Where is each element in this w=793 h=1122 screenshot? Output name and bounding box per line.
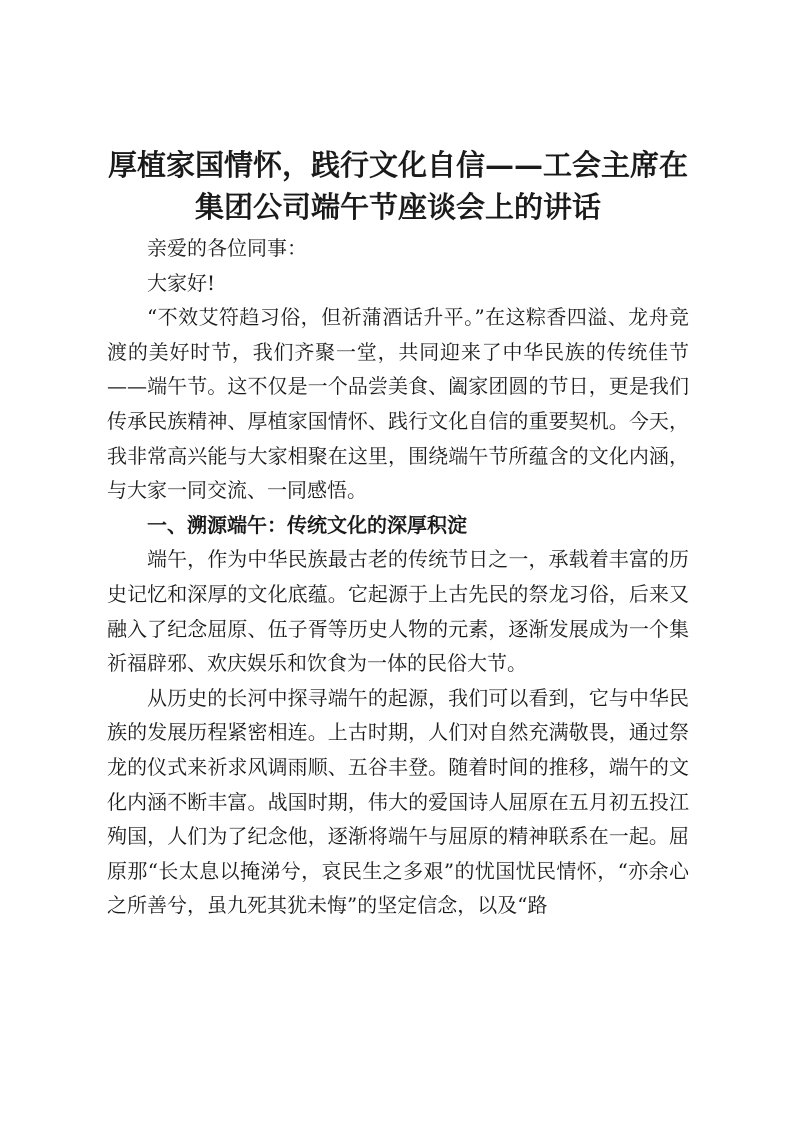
paragraph-intro: “不效艾符趋习俗，但祈蒲酒话升平。”在这粽香四溢、龙舟竞渡的美好时节，我们齐聚一堂，共同迎来了中华民族的传统佳节——端午节。这不仅是一个品尝美食、阖家团圆的节日，更是我们传承民族精神、厚植家国情怀、践行文化自信的重要契机。今天，我非常高兴能与大家相聚在这里，围绕端午节所蕴含的文化内涵，与大家一同交流、一同感悟。 xyxy=(107,305,689,503)
paragraph-origin: 端午，作为中华民族最古老的传统节日之一，承载着丰富的历史记忆和深厚的文化底蕴。它起源于上古先民的祭龙习俗，后来又融入了纪念屈原、伍子胥等历史人物的元素，逐渐发展成为一个集祈福辟邪、欢庆娱乐和饮食为一体的民俗大节。 xyxy=(107,547,689,676)
document-title: 厚植家国情怀，践行文化自信——工会主席在集团公司端午节座谈会上的讲话 xyxy=(107,148,688,224)
paragraph-history: 从历史的长河中探寻端午的起源，我们可以看到，它与中华民族的发展历程紧密相连。上古时期，人们对自然充满敬畏，通过祭龙的仪式来祈求风调雨顺、五谷丰登。随着时间的推移，端午的文化内涵不断丰富。战国时期，伟大的爱国诗人屈原在五月初五投江殉国，人们为了纪念他，逐渐将端午与屈原的精神联系在一起。屈原那“长太息以掩涕兮，哀民生之多艰”的忧国忧民情怀，“亦余心之所善兮，虽九死其犹未悔”的坚定信念，以及“路 xyxy=(107,685,689,918)
document-body xyxy=(107,231,689,923)
section-heading: 一、溯源端午：传统文化的深厚积淀 xyxy=(147,512,467,537)
greeting: 大家好! xyxy=(147,270,216,295)
salutation: 亲爱的各位同事： xyxy=(147,236,307,260)
